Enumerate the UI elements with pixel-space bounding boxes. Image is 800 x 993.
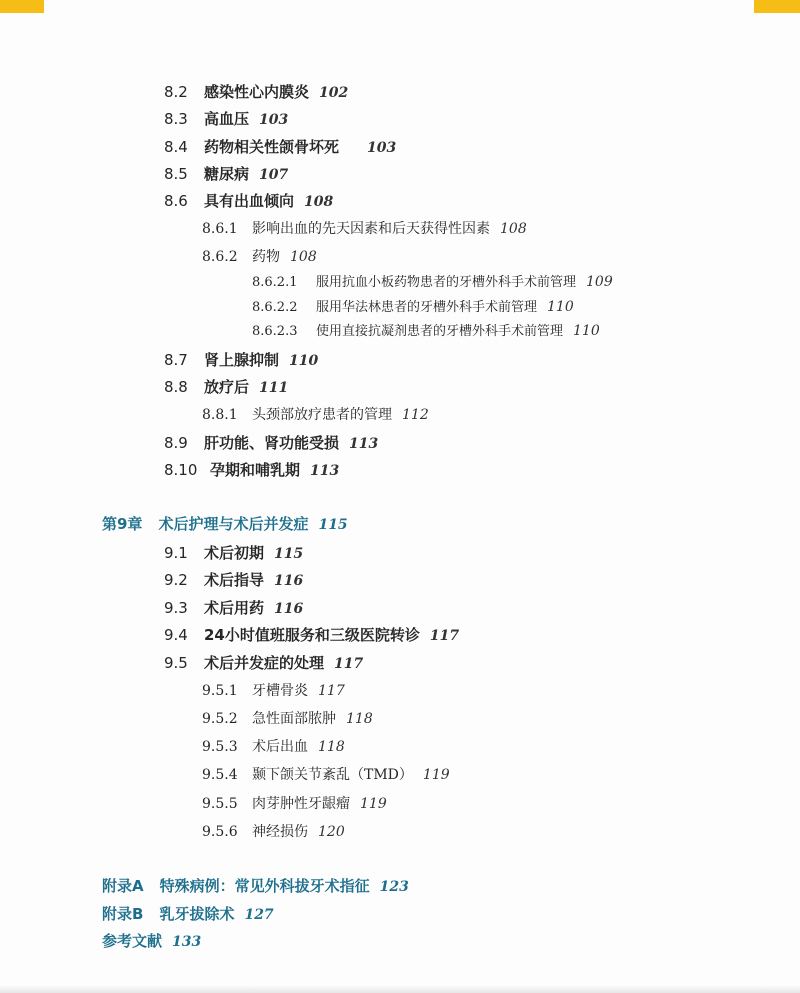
toc-page: 108 (304, 194, 334, 210)
toc-title: 影响出血的先天因素和后天获得性因素 (252, 221, 490, 237)
toc-entry-8-5[interactable] (164, 164, 288, 185)
toc-number: 9.5.1 (202, 683, 238, 699)
toc-title: 孕期和哺乳期 (210, 461, 301, 479)
toc-number: 8.4 (164, 138, 188, 156)
toc-title: 参考文献 (102, 932, 163, 950)
toc-entry-8-9[interactable] (164, 433, 378, 454)
toc-number: 8.2 (164, 83, 188, 101)
toc-title: 糖尿病 (204, 165, 250, 183)
toc-number: 8.6.1 (202, 221, 238, 237)
toc-title: 术后护理与术后并发症 (158, 515, 309, 533)
toc-page: 119 (422, 767, 450, 783)
toc-page: 110 (289, 353, 319, 369)
toc-title: 术后用药 (204, 599, 265, 617)
toc-entry-9-5-5[interactable] (202, 794, 387, 814)
toc-number: 9.1 (164, 544, 188, 562)
toc-number: 8.6.2.1 (252, 275, 298, 290)
toc-title: 术后出血 (252, 739, 308, 755)
toc-title: 术后并发症的处理 (204, 654, 325, 672)
toc-title: 牙槽骨炎 (252, 683, 308, 699)
toc-number: 8.9 (164, 434, 188, 452)
toc-entry-8-6-2-3[interactable] (252, 321, 600, 342)
corner-accent-left (0, 0, 44, 13)
toc-page: 109 (586, 274, 613, 290)
toc-page: 127 (244, 907, 274, 923)
toc-appendix-a[interactable] (102, 876, 409, 897)
toc-entry-8-2[interactable] (164, 82, 348, 103)
toc-number: 9.5.2 (202, 711, 238, 727)
toc-page: 118 (346, 711, 373, 727)
toc-entry-9-4[interactable] (164, 625, 459, 646)
toc-title: 放疗后 (204, 378, 250, 396)
toc-title: 神经损伤 (252, 824, 308, 840)
toc-page: 113 (310, 463, 340, 479)
toc-number: 8.8.1 (202, 407, 238, 423)
toc-appendix-b[interactable] (102, 904, 274, 925)
toc-entry-8-10[interactable] (164, 460, 339, 481)
toc-title: 感染性心内膜炎 (204, 83, 310, 101)
toc-page: 108 (500, 221, 527, 237)
toc-page: 120 (318, 824, 345, 840)
toc-page: 115 (318, 517, 348, 533)
toc-number: 8.6.2.3 (252, 324, 298, 339)
toc-page: 133 (172, 934, 202, 950)
toc-title: 术后指导 (204, 571, 265, 589)
toc-entry-9-1[interactable] (164, 543, 303, 564)
toc-number: 8.7 (164, 351, 188, 369)
toc-title: 药物 (252, 249, 280, 265)
toc-page: 117 (334, 656, 364, 672)
toc-page: 112 (402, 407, 429, 423)
toc-entry-8-8-1[interactable] (202, 405, 429, 425)
toc-title: 头颈部放疗患者的管理 (252, 407, 392, 423)
toc-title: 乳牙拔除术 (159, 905, 235, 923)
toc-entry-8-7[interactable] (164, 350, 318, 371)
toc-page: 108 (290, 249, 317, 265)
toc-page: 103 (259, 112, 289, 128)
toc-title: 特殊病例：常见外科拔牙术指征 (159, 877, 370, 895)
toc-page: 116 (274, 573, 304, 589)
toc-page: 115 (274, 546, 304, 562)
toc-page: 117 (318, 683, 345, 699)
toc-page: 103 (367, 140, 397, 156)
toc-page: 117 (429, 628, 460, 644)
toc-entry-9-5-4[interactable] (202, 765, 450, 785)
toc-number: 9.5.6 (202, 824, 238, 840)
toc-entry-9-5[interactable] (164, 653, 363, 674)
toc-number: 9.3 (164, 599, 188, 617)
toc-number: 8.3 (164, 110, 188, 128)
toc-title: 服用抗血小板药物患者的牙槽外科手术前管理 (316, 275, 577, 290)
toc-page: 118 (318, 739, 345, 755)
toc-title: 肝功能、肾功能受损 (204, 434, 340, 452)
toc-title: 具有出血倾向 (204, 192, 295, 210)
toc-entry-9-2[interactable] (164, 570, 303, 591)
toc-references[interactable] (102, 931, 201, 952)
toc-number: 8.10 (164, 461, 198, 479)
toc-entry-8-6-1[interactable] (202, 219, 527, 239)
toc-chapter-number: 第9章 (102, 515, 143, 533)
corner-accent-right (754, 0, 800, 13)
toc-entry-8-6-2-1[interactable] (252, 272, 613, 293)
toc-entry-9-5-1[interactable] (202, 681, 345, 701)
toc-page: 111 (259, 380, 289, 396)
toc-title: 药物相关性颌骨坏死 (204, 138, 340, 156)
toc-number: 9.5.5 (202, 796, 238, 812)
toc-number: 9.2 (164, 571, 188, 589)
toc-number: 8.6.2.2 (252, 300, 298, 315)
toc-title: 肾上腺抑制 (204, 351, 280, 369)
toc-entry-8-6-2-2[interactable] (252, 297, 574, 318)
toc-entry-9-3[interactable] (164, 598, 303, 619)
toc-entry-9-5-2[interactable] (202, 709, 373, 729)
toc-page: 123 (379, 879, 409, 895)
toc-title: 服用华法林患者的牙槽外科手术前管理 (316, 300, 538, 315)
toc-appendix-label: 附录A (102, 877, 144, 895)
toc-entry-8-8[interactable] (164, 377, 288, 398)
toc-title: 高血压 (204, 110, 250, 128)
toc-page: 119 (360, 796, 387, 812)
toc-number: 9.5.4 (202, 767, 238, 783)
toc-number: 8.8 (164, 378, 188, 396)
toc-number: 8.6.2 (202, 249, 238, 265)
toc-page: 102 (319, 85, 349, 101)
toc-entry-8-6[interactable] (164, 191, 333, 212)
toc-title: 术后初期 (204, 544, 265, 562)
toc-number: 8.6 (164, 192, 188, 210)
toc-page: 110 (547, 299, 574, 315)
toc-number: 9.4 (164, 626, 188, 644)
toc-title: 使用直接抗凝剂患者的牙槽外科手术前管理 (316, 324, 564, 339)
toc-entry-8-4[interactable] (164, 137, 396, 158)
toc-entry-9-5-3[interactable] (202, 737, 345, 757)
page-bottom-edge (0, 985, 800, 993)
toc-page: 116 (274, 601, 304, 617)
toc-page: 110 (573, 323, 600, 339)
toc-entry-8-6-2[interactable] (202, 247, 317, 267)
toc-entry-8-3[interactable] (164, 109, 288, 130)
toc-number: 9.5.3 (202, 739, 238, 755)
toc-title: 急性面部脓肿 (252, 711, 336, 727)
toc-page: 113 (349, 436, 379, 452)
toc-number: 8.5 (164, 165, 188, 183)
toc-title: 颞下颌关节紊乱（TMD） (252, 767, 413, 783)
toc-entry-9-5-6[interactable] (202, 822, 345, 842)
toc-number: 9.5 (164, 654, 188, 672)
toc-chapter-9[interactable] (102, 514, 348, 535)
toc-title: 肉芽肿性牙龈瘤 (252, 796, 350, 812)
toc-page: 107 (259, 167, 289, 183)
toc-appendix-label: 附录B (102, 905, 144, 923)
toc-title: 24小时值班服务和三级医院转诊 (204, 626, 420, 644)
